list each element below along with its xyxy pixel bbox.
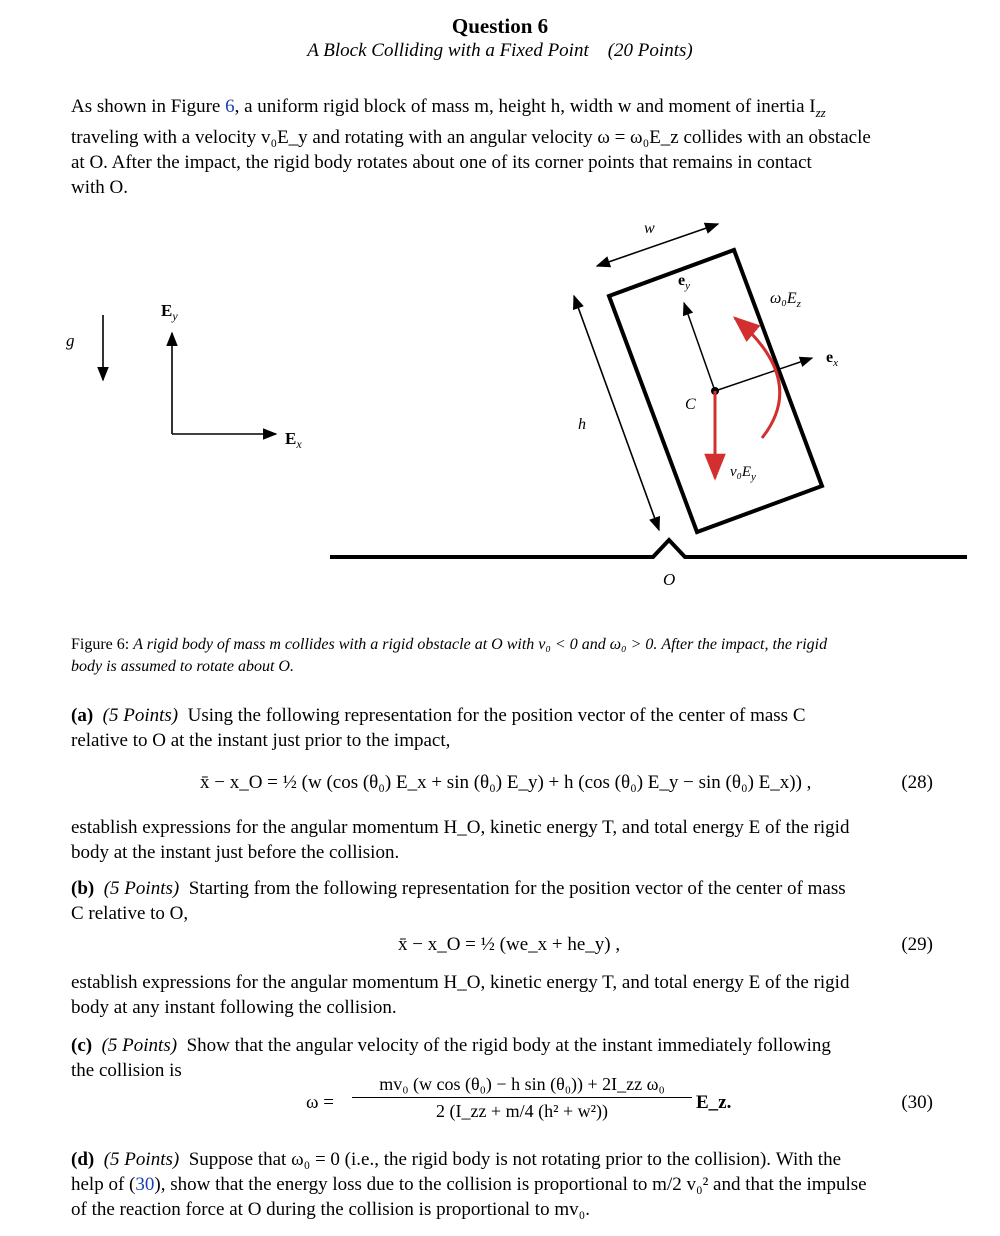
- equation-29-number: (29): [901, 934, 933, 955]
- equation-30-tail: E_z.: [696, 1092, 732, 1113]
- intro-line-2: traveling with a velocity v₀E_y and rotating with an angular velocity ω = ω₀E_z collides with an obstacle: [71, 126, 871, 148]
- part-d-line-3: of the reaction force at O during the collision is proportional to mv₀.: [71, 1199, 590, 1220]
- ey-axis-arrow: [684, 303, 715, 391]
- subtitle-points: (20 Points): [607, 40, 693, 61]
- part-a-after-2: body at the instant just before the collision.: [71, 842, 400, 863]
- caption-line-1: Figure 6: A rigid body of mass m collides with a rigid obstacle at O with v₀ < 0 and ω₀ > 0. After the impact, the rigid: [71, 636, 828, 653]
- part-d-line-1: (d) (5 Points) Suppose that ω₀ = 0 (i.e., the rigid body is not rotating prior to the collision). With the: [71, 1149, 842, 1170]
- figure-caption: [71, 634, 933, 678]
- width-label: w: [644, 220, 655, 237]
- question-title: Question 6: [451, 14, 549, 38]
- equation-30-denominator: 2 (I_zz + m/4 (h² + w²)): [435, 1101, 609, 1121]
- part-d-line-2: help of (30), show that the energy loss due to the collision is proportional to m/2 v₀² and that the impulse: [71, 1174, 867, 1195]
- Ey-label: $E_y$: [161, 301, 178, 323]
- equation-30-numerator: mv₀ (w cos (θ₀) − h sin (θ₀)) + 2I_zz ω₀: [379, 1074, 665, 1094]
- ey-label: $e_y$: [678, 272, 690, 292]
- intro-line-3: at O. After the impact, the rigid body rotates about one of its corner points that remains in contact: [71, 151, 812, 173]
- equation-ref-link[interactable]: 30: [135, 1174, 155, 1195]
- ex-axis-arrow: [715, 358, 812, 391]
- part-b-outro: [71, 970, 933, 1020]
- part-a-line-2: relative to O at the instant just prior to the impact,: [71, 730, 451, 751]
- subtitle-text: A Block Colliding with a Fixed Point: [307, 40, 589, 61]
- angular-velocity-arrow: [735, 318, 780, 438]
- height-label: h: [578, 416, 586, 433]
- equation-28-number: (28): [901, 772, 933, 793]
- part-a-intro: [71, 703, 933, 753]
- part-b-after-1: establish expressions for the angular momentum H_O, kinetic energy T, and total energy E of the rigid: [71, 972, 850, 993]
- part-b-line-1: (b) (5 Points) Starting from the following representation for the position vector of the center of mass: [71, 878, 846, 899]
- part-a-line-1: (a) (5 Points) Using the following representation for the position vector of the center of mass C: [71, 705, 806, 726]
- part-b-line-2: C relative to O,: [71, 903, 189, 924]
- intro-paragraph: [71, 94, 933, 200]
- caption-line-2: body is assumed to rotate about O.: [71, 658, 294, 675]
- part-a-after-1: establish expressions for the angular momentum H_O, kinetic energy T, and total energy E of the rigid: [71, 817, 850, 838]
- intro-line-1: As shown in Figure 6, a uniform rigid block of mass m, height h, width w and moment of inertia $I_{zz}$: [71, 96, 826, 120]
- velocity-label: $v_0E_y$: [730, 464, 756, 483]
- ex-label: $e_x$: [826, 349, 838, 369]
- fraction-bar: [352, 1097, 692, 1098]
- equation-28: x̄ − x_O = ½ (w (cos (θ₀) E_x + sin (θ₀) E_y) + h (cos (θ₀) E_y − sin (θ₀) E_x)) ,: [200, 772, 812, 793]
- height-dimension-arrow: [574, 296, 659, 530]
- width-dimension-arrow: [597, 224, 718, 266]
- center-of-mass-label: C: [685, 396, 696, 413]
- Ex-label: $E_x$: [285, 429, 302, 451]
- equation-29: x̄ − x_O = ½ (we_x + he_y) ,: [398, 934, 621, 955]
- question-subtitle: [0, 40, 1000, 62]
- part-c-line-1: (c) (5 Points) Show that the angular velocity of the rigid body at the instant immediately following: [71, 1035, 831, 1056]
- figure-6: [0, 210, 1000, 610]
- part-b-intro: [71, 876, 933, 926]
- angular-velocity-label: $\omega_0E_z$: [770, 290, 801, 310]
- point-O-label: O: [663, 570, 676, 589]
- part-b-after-2: body at any instant following the collision.: [71, 997, 397, 1018]
- intro-line-4: with O.: [71, 176, 128, 198]
- part-a-outro: [71, 815, 933, 865]
- equation-30-number: (30): [901, 1092, 933, 1113]
- equation-30-lhs: ω =: [306, 1092, 334, 1113]
- part-c-line-2: the collision is: [71, 1060, 182, 1081]
- gravity-label: g: [66, 331, 75, 350]
- part-d: [71, 1147, 933, 1222]
- ground-with-obstacle: [330, 540, 967, 557]
- equation-30-fraction: [352, 1073, 692, 1122]
- figure-ref-link[interactable]: 6: [225, 96, 235, 117]
